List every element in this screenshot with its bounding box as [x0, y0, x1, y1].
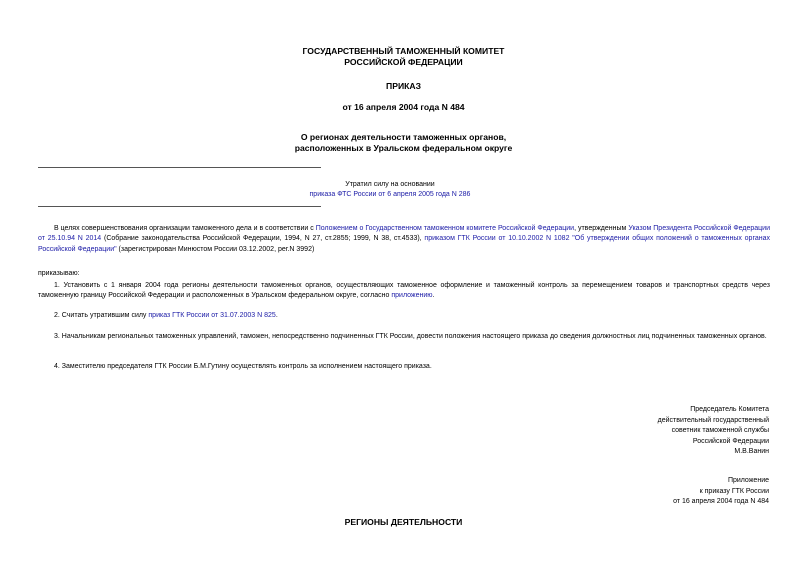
preamble-text-4: (зарегистрирован Минюстом России 03.12.2002, рег.N 3992): [116, 245, 315, 253]
preamble-text-3: (Собрание законодательства Российской Федерации, 1994, N 27, ст.2855; 1999, N 38, ст.4533),: [101, 235, 425, 243]
link-order-825[interactable]: приказ ГТК России от 31.07.2003 N 825: [148, 312, 276, 319]
order-word: приказываю:: [38, 270, 80, 277]
doc-date: от 16 апреля 2004 года N 484: [342, 102, 465, 112]
signature-line1: Председатель Комитета: [690, 406, 769, 413]
doc-type: ПРИКАЗ: [386, 81, 421, 91]
appendix-line2: к приказу ГТК России: [699, 487, 769, 495]
link-gtk-regulation[interactable]: Положением о Государственном таможенном комитете Российской Федерации: [315, 225, 575, 232]
bottom-divider: [38, 206, 321, 207]
signature-block: [509, 405, 769, 458]
signature-line3: советник таможенной службы: [671, 427, 769, 435]
link-order-1082[interactable]: приказом ГТК России от 10.10.2002 N 1082 "Об утверждении общих положений о таможенных органах Российской Федерации": [38, 235, 770, 253]
signature-line4: Российской Федерации: [692, 437, 769, 445]
item-2-end: .: [275, 312, 278, 319]
signature-line2: действительный государственный: [657, 416, 769, 424]
item-1-end: .: [432, 292, 435, 300]
item-2-text: 2. Считать утратившим силу: [54, 312, 149, 319]
preamble: [38, 224, 770, 255]
preamble-text-2: , утвержденным: [574, 225, 629, 232]
link-appendix[interactable]: приложению: [391, 292, 433, 300]
org-title: [0, 46, 807, 67]
doc-title: [0, 132, 807, 153]
appendix-heading: [509, 476, 769, 508]
appendix-line3: от 16 апреля 2004 года N 484: [673, 498, 769, 506]
item-3: 3. Начальникам региональных таможенных управлений, таможен, непосредственно подчиненных ГТК России, довести положения настоящего приказа до сведения должностных лиц подчиненных таможенных органов.: [54, 333, 767, 340]
status-note: [290, 180, 490, 200]
item-1: [38, 281, 770, 302]
link-presidential-decree[interactable]: Указом Президента Российской Федерации от 25.10.94 N 2014: [38, 225, 771, 243]
status-note-text: Утратил силу на основании: [345, 181, 435, 188]
item-2: [38, 311, 770, 321]
item-1-text: 1. Установить с 1 января 2004 года регионы деятельности таможенных органов, осуществляющих таможенное оформление и таможенный контроль за перемещением товаров и транспортных средств через таможенную границу Российской Федерации и расположенных в Уральском федеральном округе, согласно: [38, 282, 770, 300]
status-note-link[interactable]: приказа ФТС России от 6 апреля 2005 года N 286: [309, 191, 471, 198]
signature-name: М.В.Ванин: [734, 448, 769, 456]
doc-title-line2: расположенных в Уральском федеральном округе: [294, 142, 513, 153]
appendix-line1: Приложение: [727, 477, 769, 484]
doc-title-line1: О регионах деятельности таможенных органов,: [300, 132, 507, 142]
item-4: 4. Заместителю председателя ГТК России Б.М.Гутину осуществлять контроль за исполнением настоящего приказа.: [54, 363, 432, 370]
section-title: РЕГИОНЫ ДЕЯТЕЛЬНОСТИ: [344, 517, 463, 527]
top-divider: [38, 167, 321, 168]
org-title-line1: ГОСУДАРСТВЕННЫЙ ТАМОЖЕННЫЙ КОМИТЕТ: [302, 46, 505, 56]
org-title-line2: РОССИЙСКОЙ ФЕДЕРАЦИИ: [344, 56, 463, 67]
preamble-text-1: В целях совершенствования организации таможенного дела и в соответствии с: [54, 225, 316, 232]
